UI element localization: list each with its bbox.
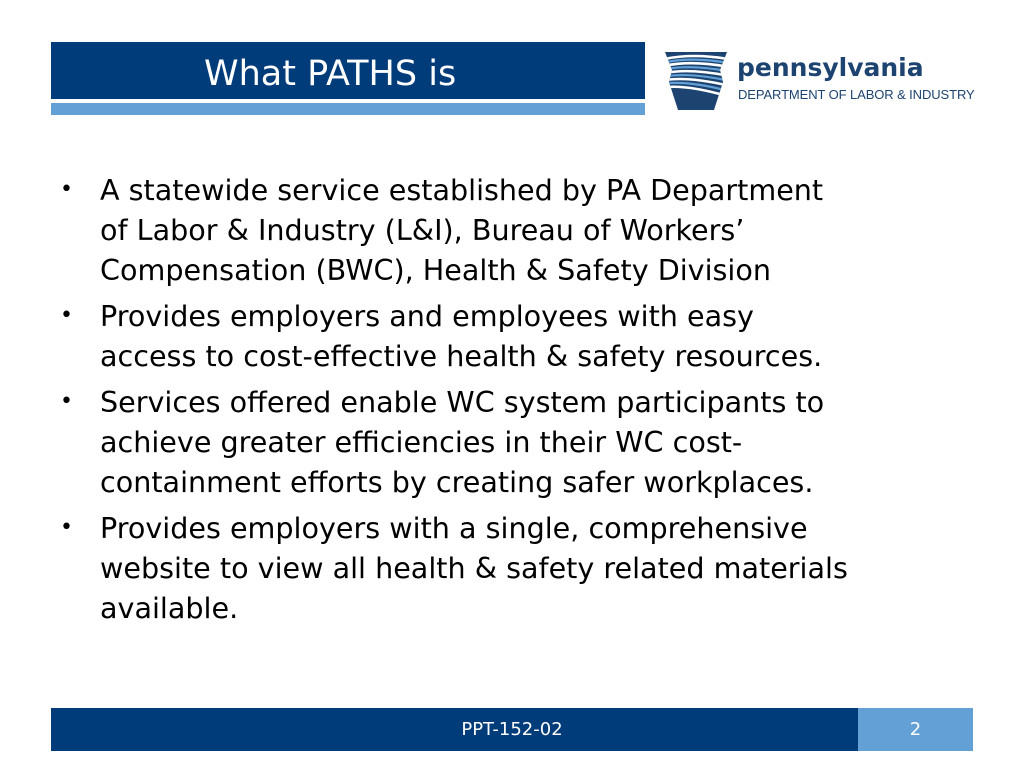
bullet-line: Services offered enable WC system participants to (100, 385, 825, 419)
bullet-line: containment efforts by creating safer workplaces. (100, 465, 814, 499)
bullet-line: access to cost-effective health & safety resources. (100, 339, 823, 373)
bullet-line: A statewide service established by PA Department (100, 173, 824, 207)
bullet-item (56, 508, 976, 628)
logo-subtitle: DEPARTMENT OF LABOR & INDUSTRY (738, 87, 975, 102)
title-underline (51, 103, 645, 115)
keystone-icon (664, 50, 728, 112)
bullet-item (56, 296, 976, 376)
page-number: 2 (909, 719, 922, 740)
bullet-list (56, 170, 976, 634)
bullet-item (56, 382, 976, 502)
bullet-icon: • (60, 303, 73, 328)
slide-title: What PATHS is (204, 54, 457, 94)
bullet-item (56, 170, 976, 290)
bullet-icon: • (60, 515, 73, 540)
footer-bar (51, 708, 858, 751)
footer-code: PPT-152-02 (461, 719, 563, 740)
bullet-line: website to view all health & safety related materials (100, 551, 848, 585)
bullet-line: available. (100, 591, 239, 625)
bullet-icon: • (60, 177, 73, 202)
logo-name: pennsylvania (737, 53, 924, 82)
bullet-icon: • (60, 389, 73, 414)
bullet-line: of Labor & Industry (L&I), Bureau of Workers’ (100, 213, 745, 247)
bullet-line: achieve greater efficiencies in their WC cost- (100, 425, 743, 459)
bullet-line: Provides employers and employees with easy (100, 299, 754, 333)
bullet-line: Compensation (BWC), Health & Safety Division (100, 253, 771, 287)
bullet-line: Provides employers with a single, comprehensive (100, 511, 808, 545)
pa-labor-industry-logo (664, 50, 984, 114)
